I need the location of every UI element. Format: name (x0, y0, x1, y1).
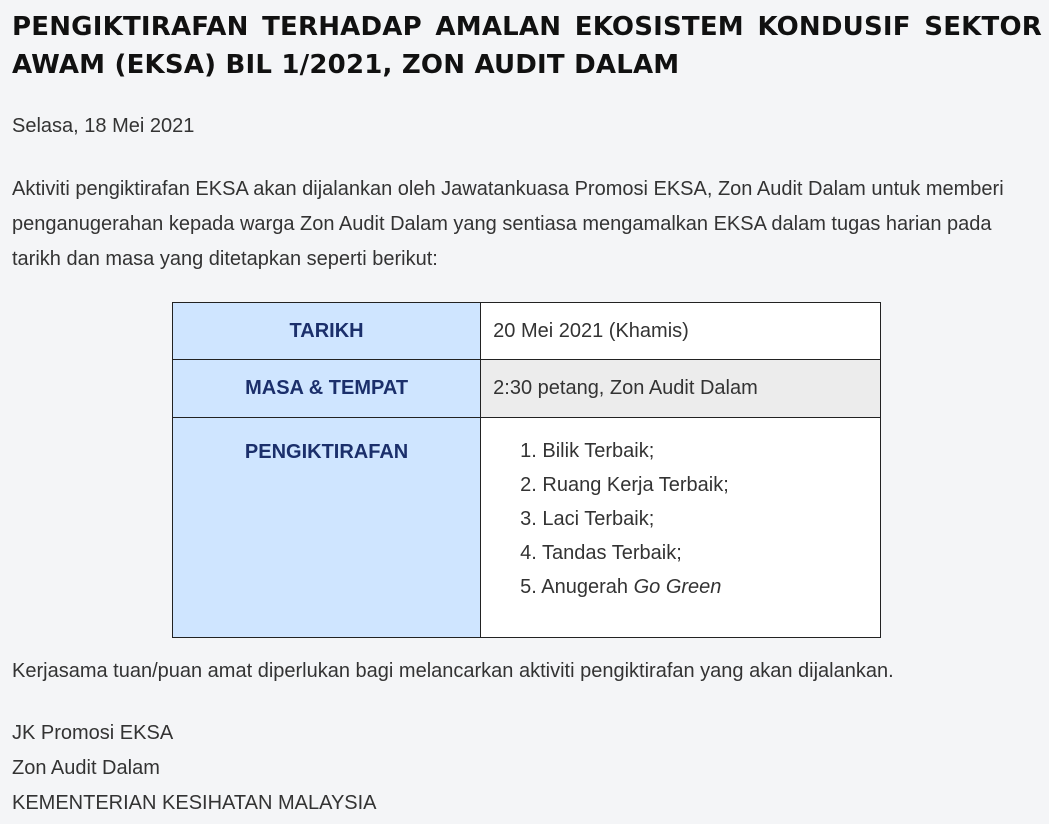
announcement-page (12, 0, 1042, 814)
date-label: TARIKH (173, 303, 481, 360)
list-item: 1. Bilik Terbaik; (520, 440, 655, 462)
award-italic: Go Green (633, 576, 722, 598)
publish-date: Selasa, 18 Mei 2021 (12, 115, 195, 137)
signature-line-zone: Zon Audit Dalam (12, 757, 160, 779)
award-prefix: 5. Anugerah (520, 576, 634, 598)
time-place-label: MASA & TEMPAT (173, 360, 481, 418)
awards-label: PENGIKTIRAFAN (173, 418, 481, 638)
list-item: 3. Laci Terbaik; (520, 508, 655, 530)
signature-line-ministry: KEMENTERIAN KESIHATAN MALAYSIA (12, 792, 377, 814)
event-details-table (172, 302, 881, 638)
date-value: 20 Mei 2021 (Khamis) (481, 303, 881, 360)
closing-paragraph: Kerjasama tuan/puan amat diperlukan bagi melancarkan aktiviti pengiktirafan yang akan dijalankan. (12, 660, 894, 682)
table-row-date (173, 303, 881, 360)
list-item: 2. Ruang Kerja Terbaik; (520, 474, 729, 496)
award-list (493, 418, 880, 604)
page-title: PENGIKTIRAFAN TERHADAP AMALAN EKOSISTEM KONDUSIF SEKTOR AWAM (EKSA) BIL 1/2021, ZON AUDIT DALAM (12, 12, 1042, 80)
intro-paragraph: Aktiviti pengiktirafan EKSA akan dijalankan oleh Jawatankuasa Promosi EKSA, Zon Audit Dalam untuk memberi penganugerahan kepada warga Zon Audit Dalam yang sentiasa mengamalkan EKSA dalam tugas harian pada tarikh dan masa yang ditetapkan seperti berikut: (12, 178, 1004, 270)
list-item (520, 570, 880, 604)
signature-block (12, 716, 377, 821)
time-place-value: 2:30 petang, Zon Audit Dalam (481, 360, 881, 418)
list-item: 4. Tandas Terbaik; (520, 542, 682, 564)
table-row-time-place (173, 360, 881, 418)
signature-line-committee: JK Promosi EKSA (12, 722, 174, 744)
awards-value (481, 418, 881, 638)
table-row-awards (173, 418, 881, 638)
